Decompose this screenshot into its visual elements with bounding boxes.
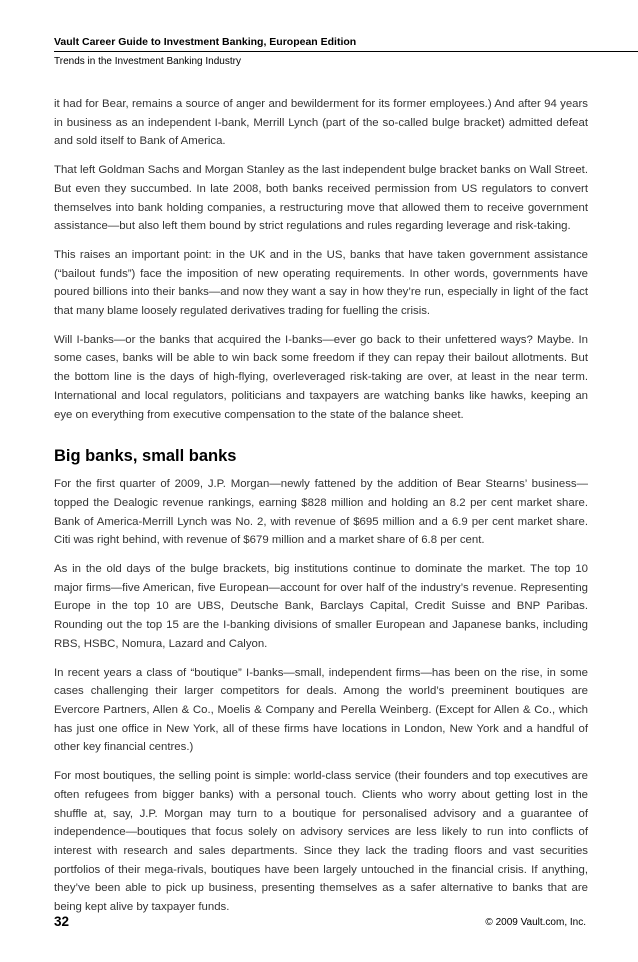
- paragraph: That left Goldman Sachs and Morgan Stanley as the last independent bulge bracket banks on Wall Street. But even they succumbed. In late 2008, both banks received permission from US regulators to convert themselves into bank holding companies, a restructuring move that allowed them to receive government assistance—but also left them bound by strict regulations and rules regarding leverage and risk-taking.: [54, 164, 588, 233]
- body-text: [54, 95, 588, 927]
- page-number: 32: [54, 914, 70, 929]
- page-header: [54, 36, 638, 67]
- paragraph: As in the old days of the bulge brackets, big institutions continue to dominate the market. The top 10 major firms—five American, five European—account for over half of the industry’s revenue. Representing Europe in the top 10 are UBS, Deutsche Bank, Barclays Capital, Credit Suisse and BNP Paribas. Rounding out the top 15 are the I-banking divisions of smaller European and Japanese banks, including RBS, HSBC, Nomura, Lazard and Calyon.: [54, 563, 588, 650]
- paragraph: This raises an important point: in the UK and in the US, banks that have taken government assistance (“bailout funds”) face the imposition of new operating requirements. In other words, governments have poured billions into their banks—and now they want a say in how they’re run, especially in light of the fact that many blame loosely regulated derivatives trading for fuelling the crisis.: [54, 248, 588, 318]
- paragraph: In recent years a class of “boutique” I-banks—small, independent firms—has been on the rise, in some cases challenging their larger competitors for deals. Among the world’s preeminent boutiques are Evercore Partners, Allen & Co., Moelis & Company and Perella Weinberg. (Except for Allen & Co., which has just one office in New York, all of these firms have locations in London, New York and a handful of other key financial centres.): [54, 666, 588, 754]
- paragraph: For most boutiques, the selling point is simple: world-class service (their founders and top executives are often refugees from bigger banks) with a personal touch. Clients who worry about getting lost in the shuffle at, say, J.P. Morgan may turn to a boutique for personalised advisory and a guarantee of independence—boutiques that focus solely on advisory services are less likely to run into conflicts of interest with research and sales departments. Since they lack the trading floors and vast securities portfolios of their mega-rivals, boutiques have been largely untouched in the financial crisis. If anything, they’ve been able to pick up business, presenting themselves as a safer alternative to banks that are being kept alive by taxpayer funds.: [54, 770, 588, 914]
- chapter-title: Trends in the Investment Banking Industry: [54, 56, 241, 67]
- paragraph: Will I-banks—or the banks that acquired the I-banks—ever go back to their unfettered ways? Maybe. In some cases, banks will be able to win back some freedom if they can repay their bailout allotments. But the bottom line is the days of high-flying, overleveraged risk-taking are over, at least in the near term. International and local regulators, politicians and taxpayers are watching banks like hawks, keeping an eye on everything from executive compensation to the state of the balance sheet.: [54, 333, 588, 421]
- book-title: Vault Career Guide to Investment Banking, European Edition: [54, 36, 357, 48]
- paragraph: it had for Bear, remains a source of anger and bewilderment for its former employees.) And after 94 years in business as an independent I-bank, Merrill Lynch (part of the so-called bulge bracket) admitted defeat and sold itself to Bank of America.: [54, 98, 588, 148]
- paragraph: For the first quarter of 2009, J.P. Morgan—newly fattened by the addition of Bear Stearns’ business—topped the Dealogic revenue rankings, earning $828 million and holding an 8.2 per cent market share. Bank of America-Merrill Lynch was No. 2, with revenue of $695 million and a 6.9 per cent market share. Citi was right behind, with revenue of $679 million and a market share of 6.8 per cent.: [54, 478, 588, 547]
- section-heading: Big banks, small banks: [54, 447, 237, 466]
- copyright-notice: © 2009 Vault.com, Inc.: [485, 917, 586, 928]
